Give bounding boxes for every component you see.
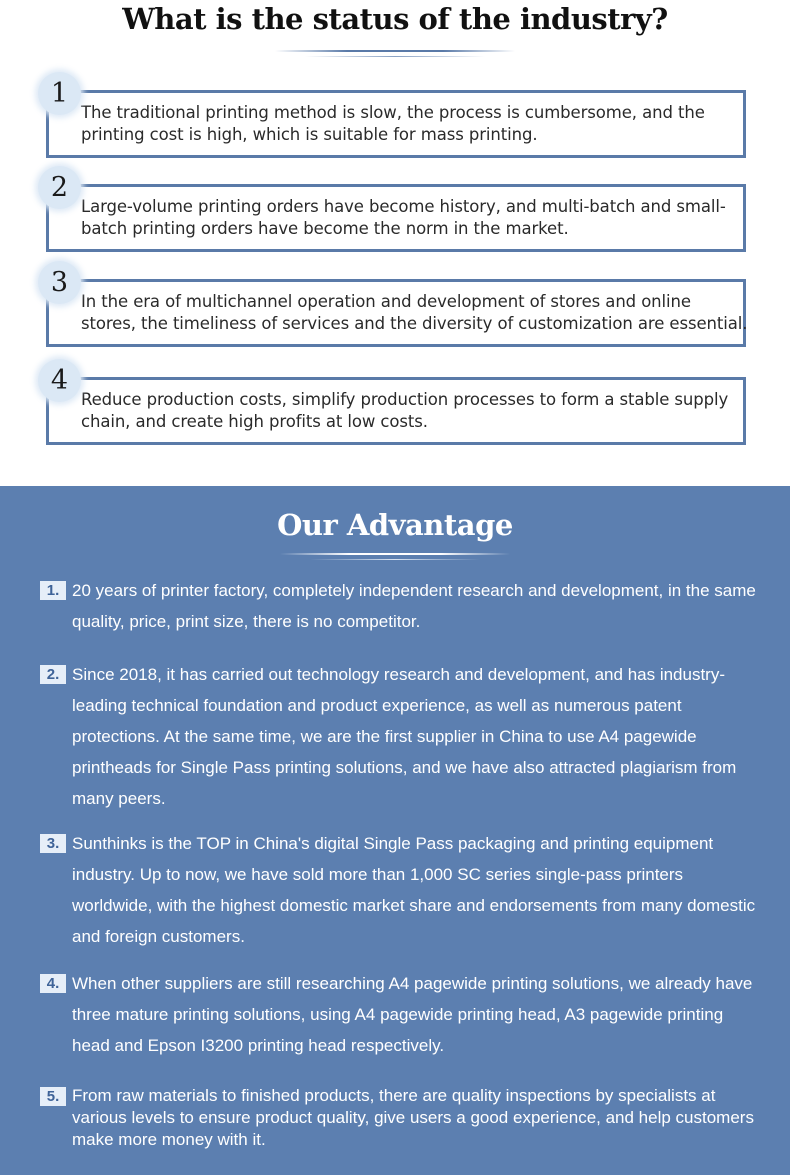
advantage-item-text: When other suppliers are still researching A4 pagewide printing solutions, we already have three mature printing solutions, using A4 pagewide printing head, A3 pagewide printing head and Epson I3200 printing head respectively. [72,974,753,1055]
title-underline [275,50,515,52]
number-circle [38,261,81,304]
number-circle [38,72,81,115]
advantage-number-badge: 3. [40,834,66,853]
industry-status-section [0,0,790,486]
advantage-section [0,486,790,1175]
number-circle-label: 4 [50,365,69,396]
advantage-number-badge: 4. [40,974,66,993]
status-card [46,90,746,158]
status-card-text: Large-volume printing orders have become history, and multi-batch and small-batch printing orders have become the norm in the market. [81,197,726,238]
advantage-item-text: Since 2018, it has carried out technology research and development, and has industry-leading technical foundation and product experience, as well as numerous patent protections. At the same time, we are the first supplier in China to use A4 pagewide printheads for Single Pass printing solutions, and we have also attracted plagiarism from many peers. [72,665,737,808]
status-card-text: The traditional printing method is slow, the process is cumbersome, and the printing cost is high, which is suitable for mass printing. [81,103,705,144]
advantage-item-text: 20 years of printer factory, completely independent research and development, in the same quality, price, print size, there is no competitor. [72,581,756,631]
advantage-number-badge: 5. [40,1087,66,1106]
number-circle-label: 1 [50,78,69,109]
advantage-number-badge: 2. [40,665,66,684]
advantage-item-text: From raw materials to finished products, there are quality inspections by specialists at various levels to ensure product quality, give users a good experience, and help customers make more money with it. [72,1086,754,1149]
advantage-title: Our Advantage [277,508,513,542]
number-circle [38,166,81,209]
status-card-text: Reduce production costs, simplify production processes to form a stable supply chain, and create high profits at low costs. [81,390,729,431]
industry-status-title: What is the status of the industry? [122,2,668,36]
status-card [46,377,746,445]
number-circle-label: 3 [50,267,69,298]
advantage-number-badge: 1. [40,581,66,600]
advantage-title-underline [280,553,510,555]
title-underline-accent [305,56,485,57]
status-card-text: In the era of multichannel operation and development of stores and online stores, the timeliness of services and the diversity of customization are essential. [81,292,748,333]
number-circle [38,359,81,402]
status-card [46,279,746,347]
advantage-item-text: Sunthinks is the TOP in China's digital Single Pass packaging and printing equipment industry. Up to now, we have sold more than 1,000 SC series single-pass printers worldwide, with the highest domestic market share and endorsements from many domestic and foreign customers. [72,834,756,946]
status-card [46,184,746,252]
advantage-title-underline-accent [310,559,480,560]
number-circle-label: 2 [50,172,69,203]
